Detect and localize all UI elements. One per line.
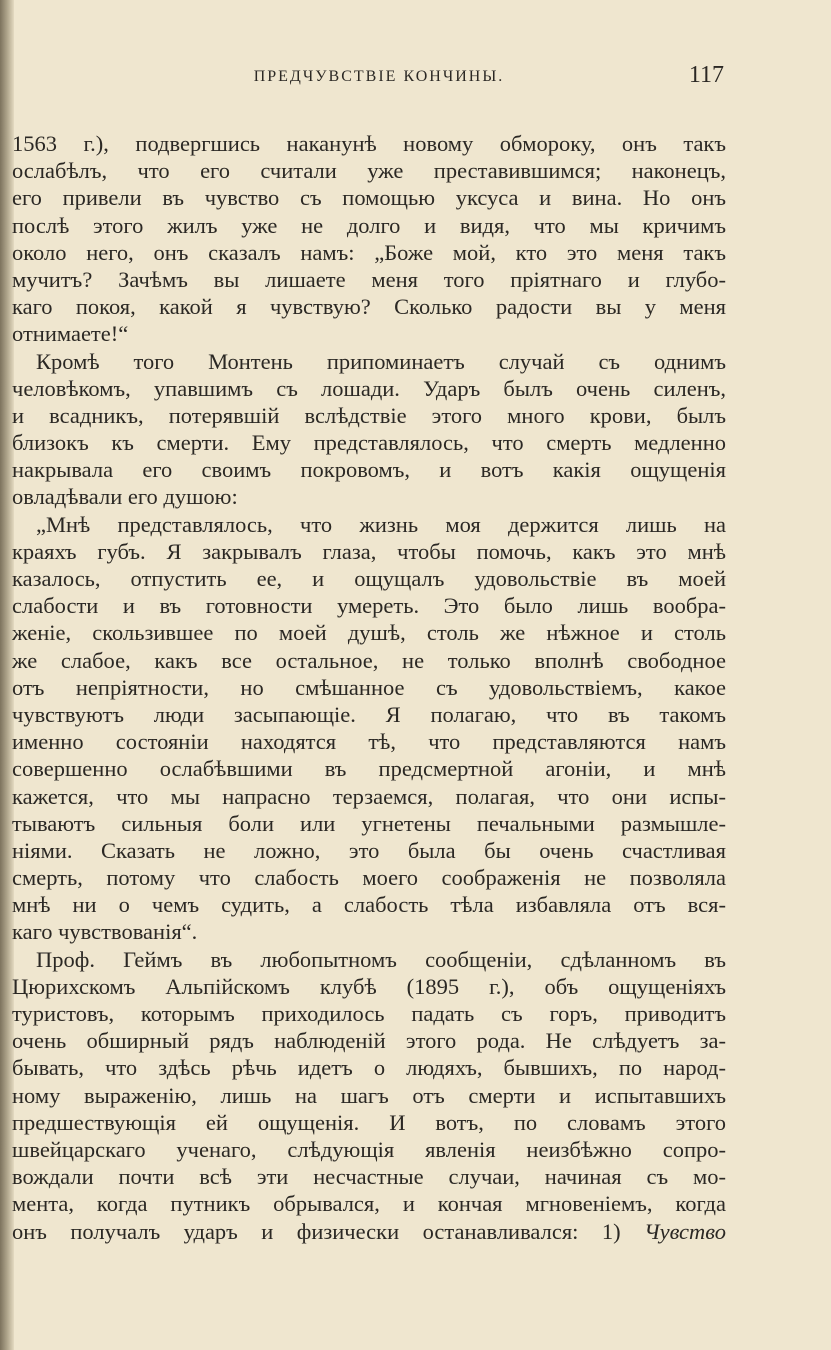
text-line: мучитъ? Зачѣмъ вы лишаете меня того пріятнаго и глубо- [12,266,726,292]
text-line: каго покоя, какой я чувствую? Сколько радости вы у меня [12,294,726,320]
text-line: совершенно ослабѣвшими въ предсмертной агоніи, и мнѣ [12,756,726,782]
text-line: бывать, что здѣсь рѣчь идетъ о людяхъ, бывшихъ, по народ- [12,1055,726,1081]
text-line: мента, когда путникъ обрывался, и кончая мгновеніемъ, когда [12,1191,726,1217]
italic-word: Чувство [644,1218,726,1244]
body-text [12,130,726,1245]
running-title: ПРЕДЧУВСТВІЕ КОНЧИНЫ. [253,68,505,85]
text-line: слабости и въ готовности умереть. Это было лишь вообра- [12,593,726,619]
text-line: ослабѣлъ, что его считали уже преставившимся; наконецъ, [12,158,726,184]
text-line: ніями. Сказать не ложно, это была бы очень счастливая [12,837,726,863]
paragraph-start: „Мнѣ представлялось, что жизнь моя держится лишь на [36,511,726,537]
page-number: 117 [688,62,724,88]
text-line: послѣ этого жилъ уже не долго и видя, что мы кричимъ [12,212,726,238]
text-line: казалось, отпустить ее, и ощущалъ удовольствіе въ моей [12,566,726,591]
text-line: около него, онъ сказалъ намъ: „Боже мой, кто это меня такъ [12,239,726,265]
text-line: близокъ къ смерти. Ему представлялось, что смерть медленно [12,430,726,456]
text-line: очень обширный рядъ наблюденій этого рода. Не слѣдуетъ за- [12,1028,726,1054]
text-line: кажется, что мы напрасно терзаемся, полагая, что они испы- [12,783,726,809]
text-line: туристовъ, которымъ приходилось падать съ горъ, приводитъ [12,1001,726,1026]
page-header [34,60,724,94]
text-line: смерть, потому что слабость моего соображенія не позволяла [12,865,726,891]
text-line: человѣкомъ, упавшимъ съ лошади. Ударъ былъ очень силенъ, [12,375,726,401]
text-line: отъ непріятности, но смѣшанное съ удовольствіемъ, какое [12,674,726,700]
final-line-text: онъ получалъ ударъ и физически останавливался: 1) [12,1218,621,1244]
text-line: накрывала его своимъ покровомъ, и вотъ какія ощущенія [12,457,726,483]
paragraph-start: Проф. Геймъ въ любопытномъ сообщеніи, сдѣланномъ въ [36,946,726,972]
text-line: отнимаете!“ [12,321,129,347]
text-line: и всадникъ, потерявшій вслѣдствіе этого много крови, былъ [12,402,726,428]
text-line: швейцарскаго ученаго, слѣдующія явленія неизбѣжно сопро- [12,1136,726,1162]
text-line-final [12,1218,726,1245]
text-line: Цюрихскомъ Альпійскомъ клубѣ (1895 г.), объ ощущеніяхъ [12,973,726,999]
text-line: овладѣвали его душою: [12,484,238,510]
text-line: именно состояніи находятся тѣ, что представляются намъ [12,729,726,755]
text-line: предшествующія ей ощущенія. И вотъ, по словамъ этого [12,1109,726,1135]
text-line: же слабое, какъ все остальное, не только вполнѣ свободное [12,647,726,673]
text-line: женіе, скользившее по моей душѣ, столь же нѣжное и столь [12,620,726,646]
text-line: 1563 г.), подвергшись наканунѣ новому обмороку, онъ такъ [12,131,726,156]
text-line: тываютъ сильныя боли или угнетены печальными размышле- [12,810,726,836]
text-line: ному выраженію, лишь на шагъ отъ смерти и испытавшихъ [12,1082,726,1108]
paragraph-start: Кромѣ того Монтень припоминаетъ случай съ однимъ [36,348,726,374]
text-line: вождали почти всѣ эти несчастные случаи, начиная съ мо- [12,1164,726,1190]
text-line: краяхъ губъ. Я закрывалъ глаза, чтобы помочь, какъ это мнѣ [12,538,726,564]
text-line: его привели въ чувство съ помощью уксуса и вина. Но онъ [12,185,726,211]
text-line: чувствуютъ люди засыпающіе. Я полагаю, что въ такомъ [12,701,726,727]
text-line: каго чувствованія“. [12,919,198,945]
text-line: мнѣ ни о чемъ судить, а слабость тѣла избавляла отъ вся- [12,892,726,918]
